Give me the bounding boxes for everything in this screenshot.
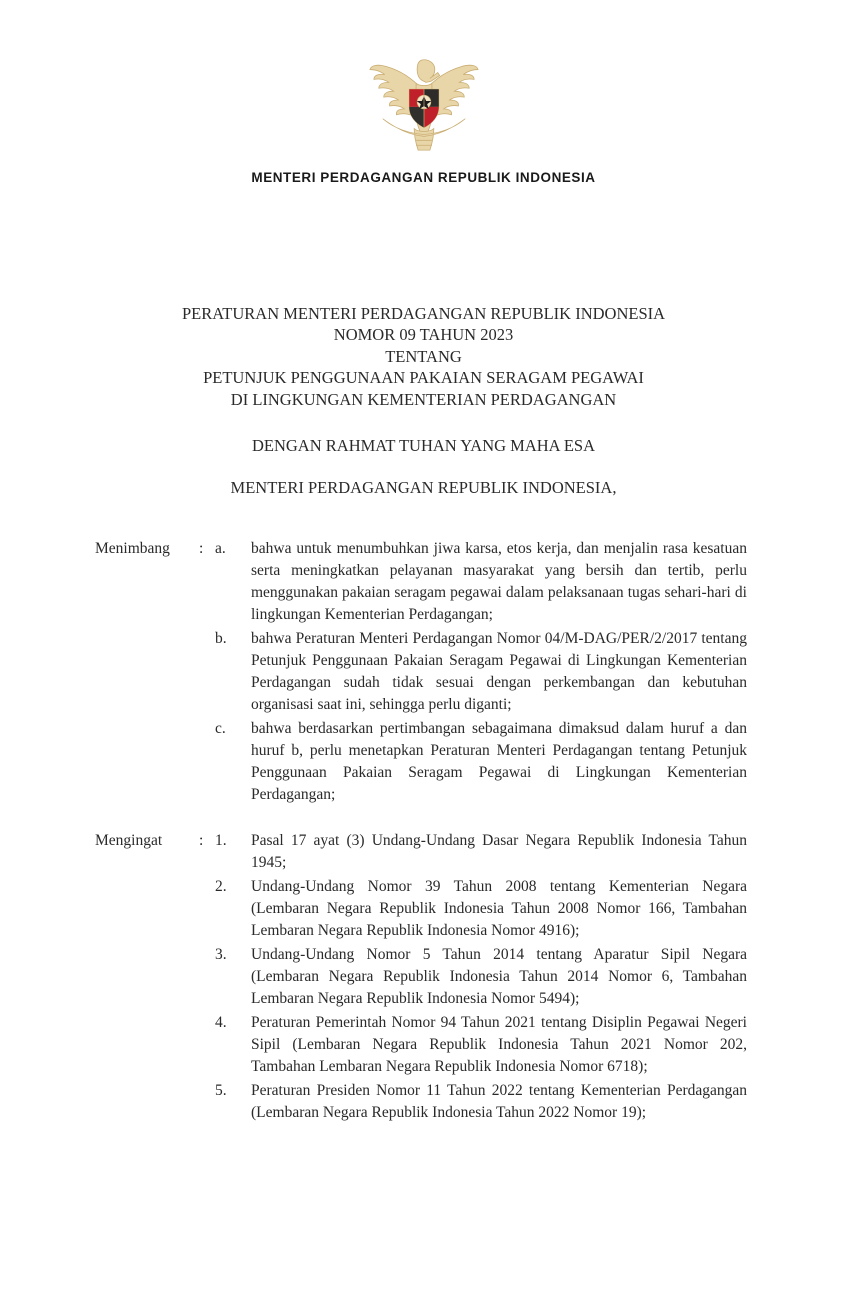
item-marker: 3. (215, 946, 227, 964)
regulation-title-block (0, 303, 847, 410)
legal-basis-label: Mengingat (95, 832, 163, 850)
list-item (215, 628, 747, 716)
considerations-items (215, 538, 747, 808)
title-line-number: NOMOR 09 TAHUN 2023 (333, 325, 514, 345)
legal-basis-colon: : (199, 832, 204, 850)
title-line-1: PERATURAN MENTERI PERDAGANGAN REPUBLIK INDONESIA (181, 304, 666, 323)
item-text: Undang-Undang Nomor 39 Tahun 2008 tentang Kementerian Negara (Lembaran Negara Republik Indonesia Tahun 2008 Nomor 166, Tambahan Lembaran Negara Republik Indonesia Nomor 4916); (251, 878, 747, 940)
item-marker: 2. (215, 878, 227, 896)
ministry-heading: MENTERI PERDAGANGAN REPUBLIK INDONESIA (251, 170, 596, 185)
title-line-subject-1: PETUNJUK PENGGUNAAN PAKAIAN SERAGAM PEGAWAI (203, 368, 644, 388)
list-item (215, 538, 747, 626)
item-text: bahwa untuk menumbuhkan jiwa karsa, etos kerja, dan menjalin rasa kesatuan serta meningkatkan pelayanan masyarakat yang bersih dan tertib, perlu menggunakan pakaian seragam pegawai dalam pelaksanaan tugas sehari-hari di lingkungan Kementerian Perdagangan; (251, 540, 747, 624)
considerations-label: Menimbang (95, 540, 170, 558)
item-marker: a. (215, 540, 226, 558)
item-marker: 1. (215, 832, 227, 850)
item-marker: b. (215, 630, 227, 648)
clauses-section (0, 538, 847, 1126)
garuda-pancasila-emblem (365, 46, 483, 158)
legal-basis-items (215, 830, 747, 1126)
list-item (215, 1012, 747, 1078)
legal-basis-group (95, 830, 747, 1126)
title-line-tentang: TENTANG (385, 346, 462, 366)
considerations-group (95, 538, 747, 808)
list-item (215, 830, 747, 874)
emblem-block (0, 0, 847, 185)
item-text: Undang-Undang Nomor 5 Tahun 2014 tentang Aparatur Sipil Negara (Lembaran Negara Republik Indonesia Tahun 2014 Nomor 6, Tambahan Lembaran Negara Republik Indonesia Nomor 5494); (251, 946, 747, 1008)
item-text: bahwa berdasarkan pertimbangan sebagaimana dimaksud dalam huruf a dan huruf b, perlu menetapkan Peraturan Menteri Perdagangan tentang Petunjuk Penggunaan Pakaian Seragam Pegawai di Lingkungan Kementerian Perdagangan; (251, 720, 747, 804)
title-line-subject-2: DI LINGKUNGAN KEMENTERIAN PERDAGANGAN (230, 389, 617, 409)
item-text: Peraturan Presiden Nomor 11 Tahun 2022 tentang Kementerian Perdagangan (Lembaran Negara Republik Indonesia Tahun 2022 Nomor 19); (251, 1082, 747, 1122)
list-item (215, 876, 747, 942)
item-text: Pasal 17 ayat (3) Undang-Undang Dasar Negara Republik Indonesia Tahun 1945; (251, 832, 747, 872)
item-text: Peraturan Pemerintah Nomor 94 Tahun 2021 tentang Disiplin Pegawai Negeri Sipil (Lembaran Negara Republik Indonesia Tahun 2021 Nomor 202, Tambahan Lembaran Negara Republik Indonesia Nomor 6718); (251, 1014, 747, 1076)
item-marker: c. (215, 720, 226, 738)
blessing-line: DENGAN RAHMAT TUHAN YANG MAHA ESA (251, 436, 595, 456)
considerations-colon: : (199, 540, 204, 558)
list-item (215, 1080, 747, 1124)
list-item (215, 718, 747, 806)
signatory-heading: MENTERI PERDAGANGAN REPUBLIK INDONESIA, (230, 478, 617, 498)
item-marker: 5. (215, 1082, 227, 1100)
item-marker: 4. (215, 1014, 227, 1032)
item-text: bahwa Peraturan Menteri Perdagangan Nomor 04/M-DAG/PER/2/2017 tentang Petunjuk Penggunaan Pakaian Seragam Pegawai di Lingkungan Kementerian Perdagangan sudah tidak sesuai dengan perkembangan dan kebutuhan organisasi saat ini, sehingga perlu diganti; (251, 630, 747, 714)
list-item (215, 944, 747, 1010)
